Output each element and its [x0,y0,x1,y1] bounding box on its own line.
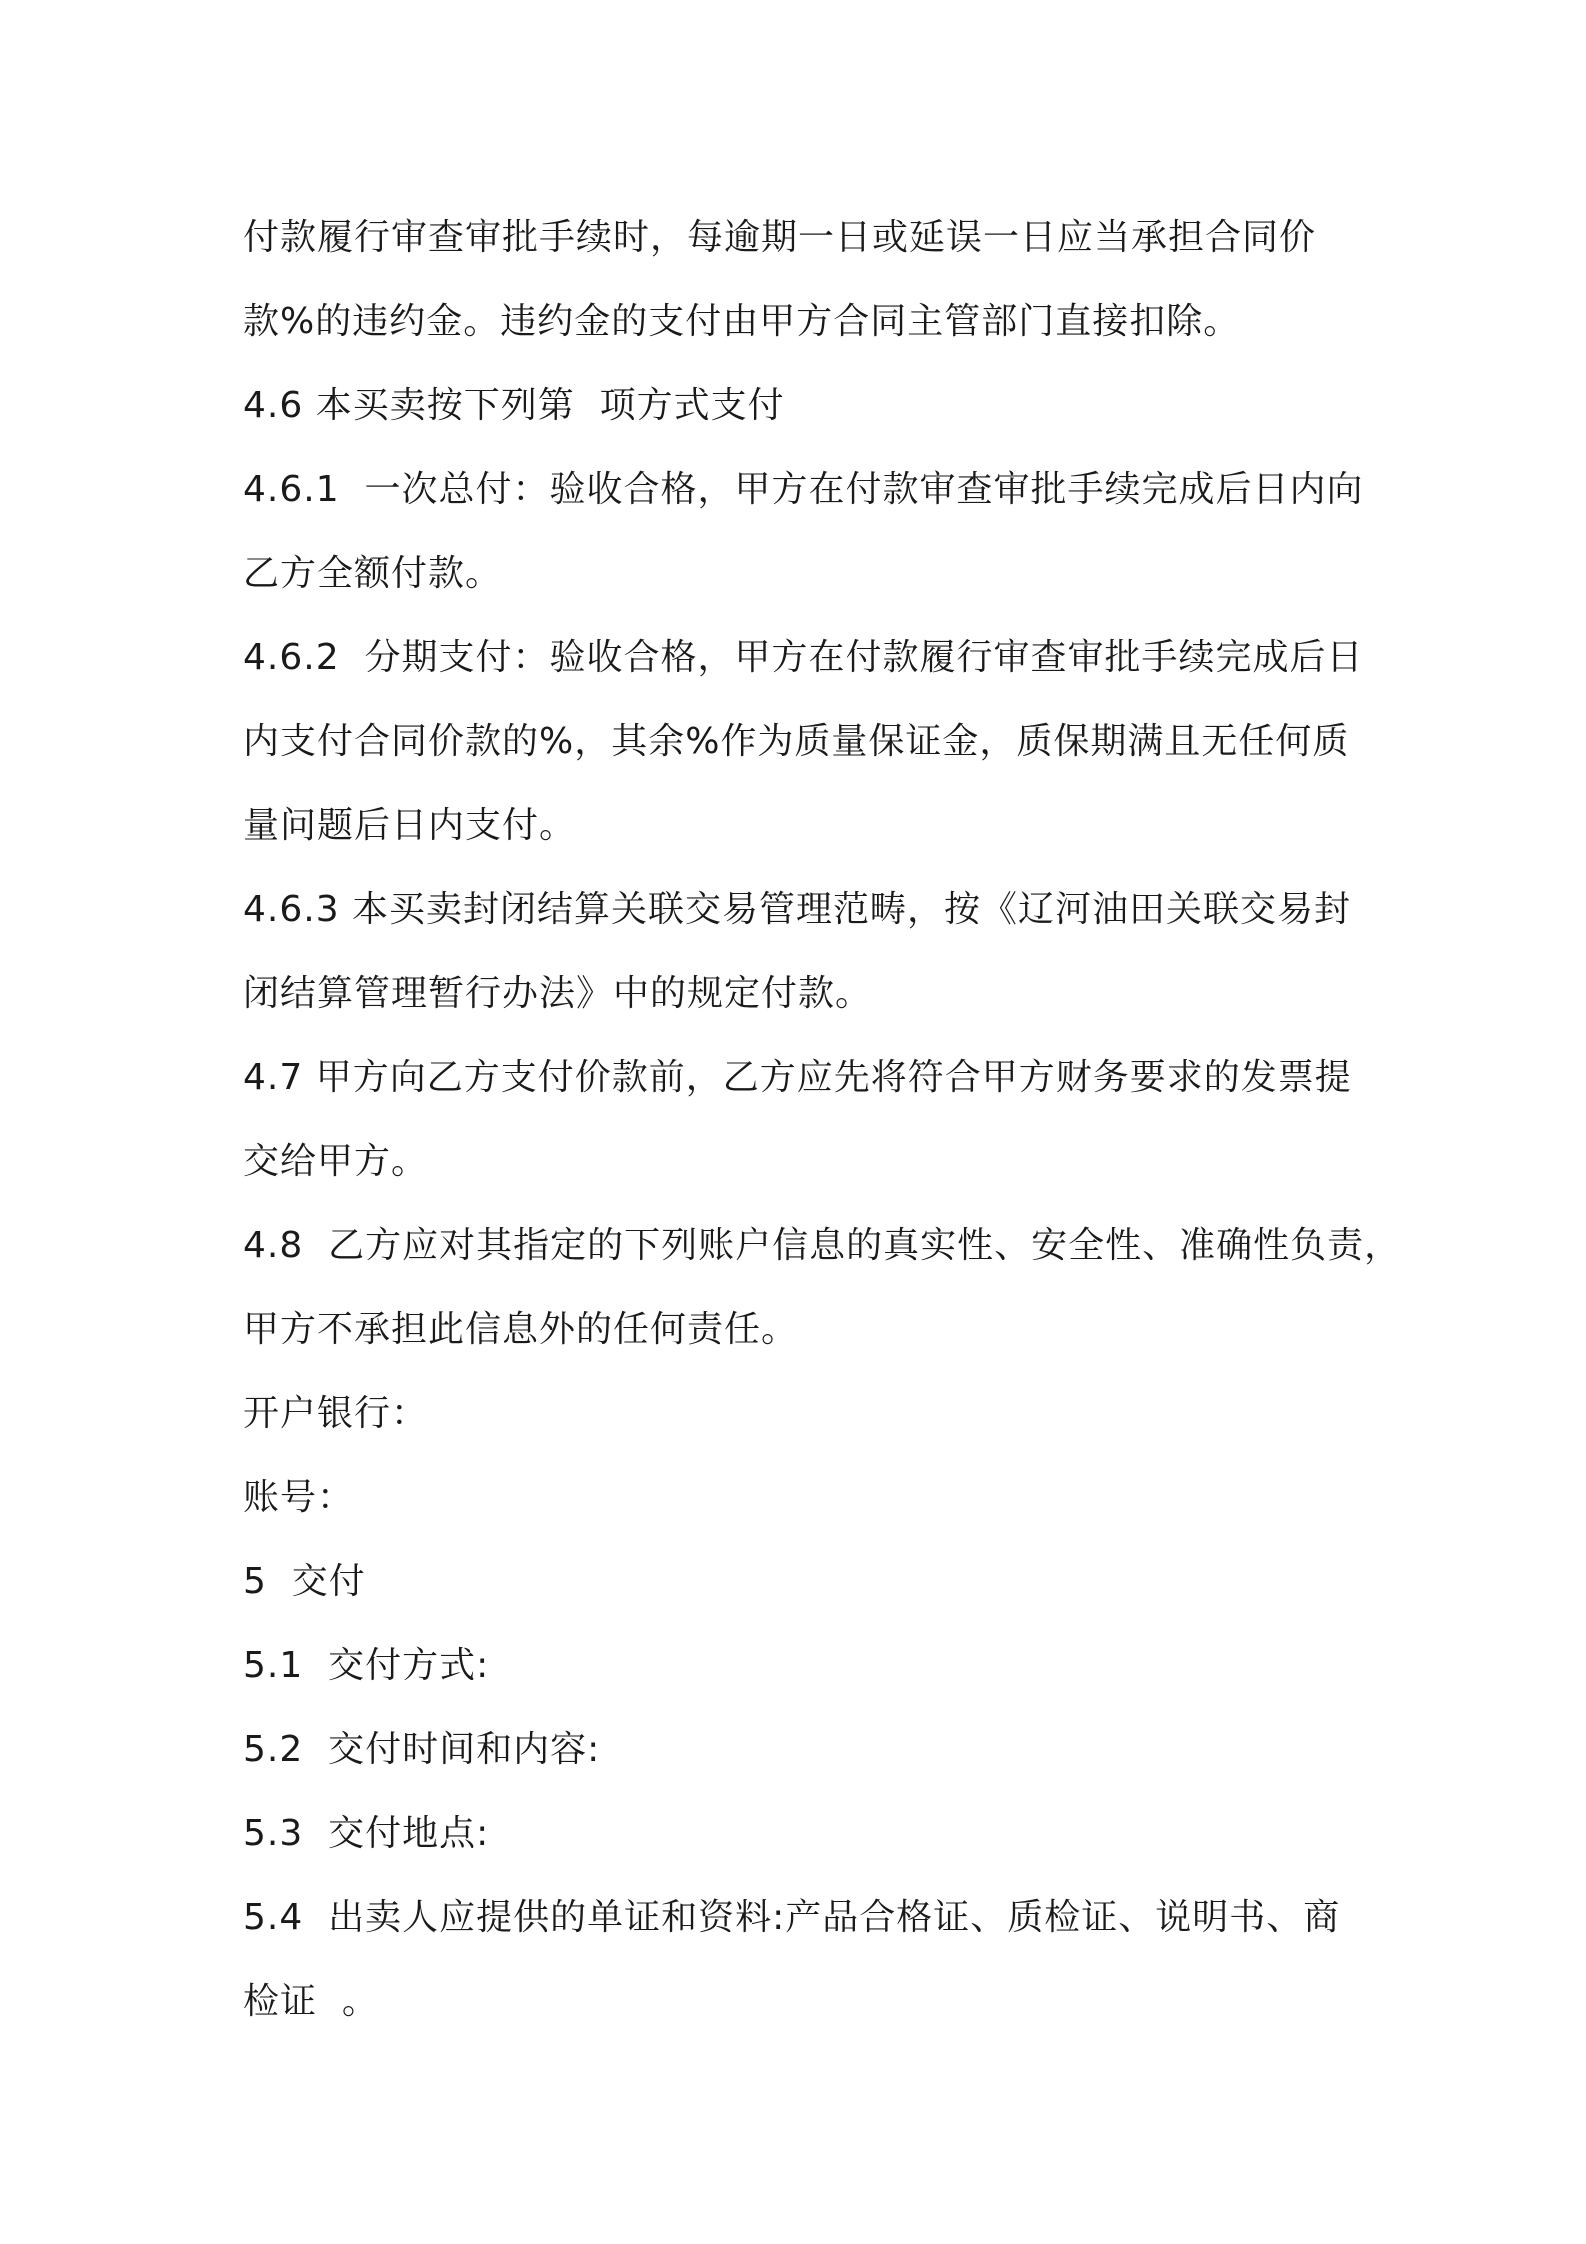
section-heading: 5 交付 [243,1561,366,1602]
text-line: 4.6.2 分期支付：验收合格，甲方在付款履行审查审批手续完成后日 [243,637,1364,678]
bank-field-label: 开户银行： [243,1393,429,1434]
text-line: 交给甲方。 [243,1141,429,1182]
text-line: 闭结算管理暂行办法》中的规定付款。 [243,973,873,1014]
text-line: 检证 。 [243,1981,379,2022]
text-line: 5.4 出卖人应提供的单证和资料:产品合格证、质检证、说明书、商 [243,1897,1341,1938]
text-line: 甲方不承担此信息外的任何责任。 [243,1309,799,1350]
text-line: 4.7 甲方向乙方支付价款前，乙方应先将符合甲方财务要求的发票提 [243,1057,1352,1098]
account-field-label: 账号： [243,1477,355,1518]
text-line: 4.8 乙方应对其指定的下列账户信息的真实性、安全性、准确性负责， [243,1225,1402,1266]
text-line: 5.3 交付地点: [243,1813,490,1854]
text-line: 4.6.3 本买卖封闭结算关联交易管理范畴，按《辽河油田关联交易封 [243,889,1352,930]
text-line: 付款履行审查审批手续时，每逾期一日或延误一日应当承担合同价 [243,217,1317,258]
text-line: 量问题后日内支付。 [243,805,577,846]
document-body [243,196,1402,2044]
text-line: 5.1 交付方式: [243,1645,490,1686]
section-heading: 4.6 本买卖按下列第 项方式支付 [243,385,785,426]
text-line: 4.6.1 一次总付：验收合格，甲方在付款审查审批手续完成后日内向 [243,469,1364,510]
text-line: 内支付合同价款的%，其余%作为质量保证金，质保期满且无任何质 [243,721,1350,762]
text-line: 款%的违约金。违约金的支付由甲方合同主管部门直接扣除。 [243,301,1241,342]
text-line: 乙方全额付款。 [243,553,503,594]
text-line: 5.2 交付时间和内容: [243,1729,601,1770]
